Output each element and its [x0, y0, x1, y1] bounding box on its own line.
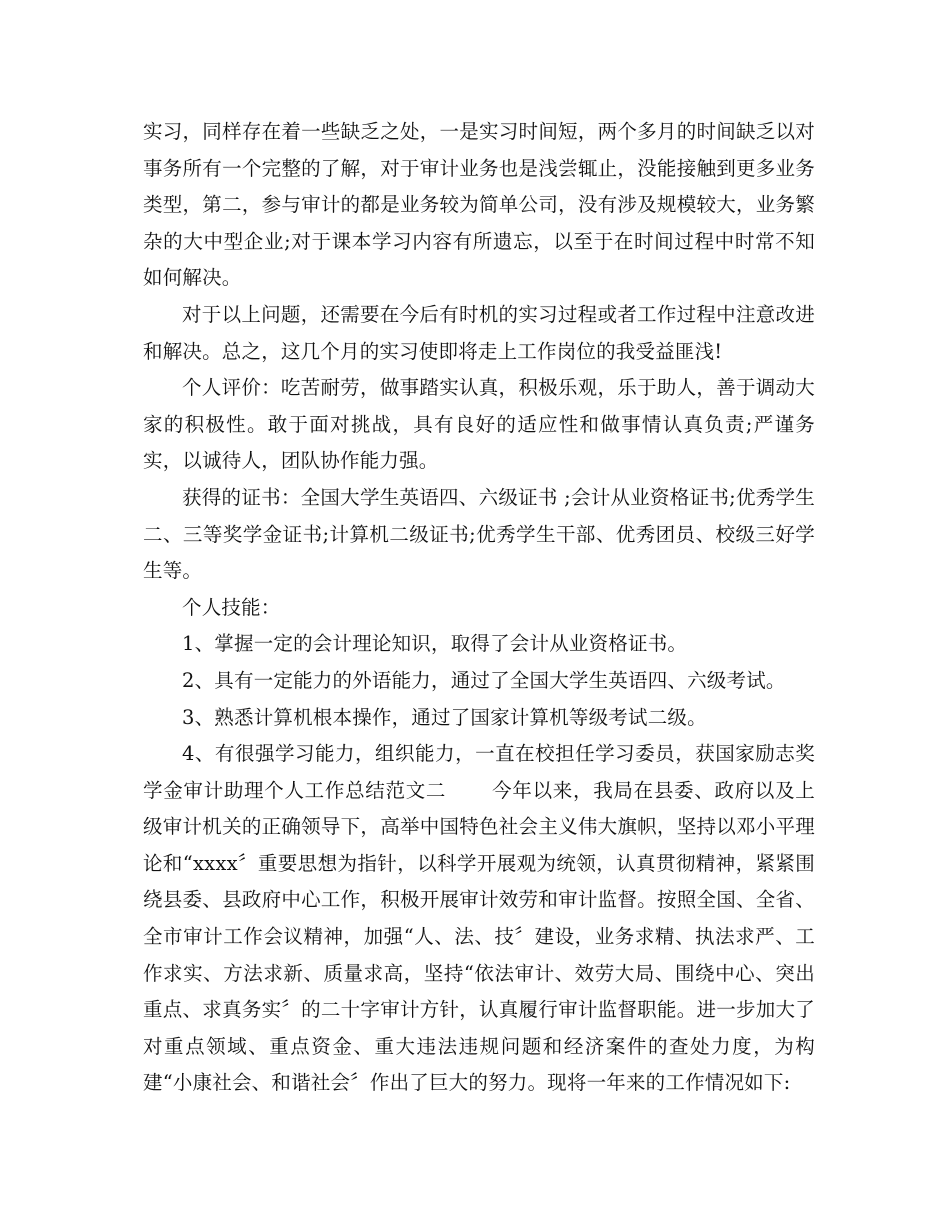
paragraph-certificates: 获得的证书：全国大学生英语四、六级证书 ;会计从业资格证书;优秀学生二、三等奖学金证书;计算机二级证书;优秀学生干部、优秀团员、校级三好学生等。 — [143, 485, 815, 583]
skill-item-3: 3、熟悉计算机根本操作，通过了国家计算机等级考试二级。 — [182, 705, 707, 729]
skill-item-4: 4、有很强学习能力，组织能力，一直在校担任学习委员，获国家励志奖学金 — [143, 742, 815, 802]
skill-item-4-and-second-article — [143, 736, 815, 1102]
skill-item-2: 2、具有一定能力的外语能力，通过了全国大学生英语四、六级考试。 — [182, 668, 786, 692]
second-article-title: 审计助理个人工作总结范文二 — [183, 778, 447, 802]
paragraph-internship-shortcomings: 实习，同样存在着一些缺乏之处，一是实习时间短，两个多月的时间缺乏以对事务所有一个完整的了解，对于审计业务也是浅尝辄止，没能接触到更多业务类型，第二，参与审计的都是业务较为简单公司，没有涉及规模较大，业务繁杂的大中型企业;对于课本学习内容有所遗忘，以至于在时间过程中时常不知如何解决。 — [143, 120, 815, 290]
paragraph-improvement: 对于以上问题，还需要在今后有时机的实习过程或者工作过程中注意改进和解决。总之，这几个月的实习使即将走上工作岗位的我受益匪浅! — [143, 302, 815, 363]
document-body — [143, 114, 815, 1102]
second-article-body: 今年以来，我局在县委、政府以及上级审计机关的正确领导下，高举中国特色社会主义伟大旗帜，坚持以邓小平理论和“xxxx〞重要思想为指针，以科学开展观为统领，认真贯彻精神，紧紧围绕县委、县政府中心工作，积极开展审计效劳和审计监督。按照全国、全省、全市审计工作会议精神，加强“人、法、技〞建设，业务求精、执法求严、工作求实、方法求新、质量求高，坚持“依法审计、效劳大局、围绕中心、突出重点、求真务实〞的二十字审计方针，认真履行审计监督职能。进一步加大了对重点领域、重点资金、重大违法违规问题和经济案件的查处力度，为构建“小康社会、和谐社会〞作出了巨大的努力。现将一年来的工作情况如下: — [143, 778, 815, 1095]
skills-heading: 个人技能： — [182, 595, 281, 619]
skill-item-1: 1、掌握一定的会计理论知识，取得了会计从业资格证书。 — [182, 632, 688, 656]
paragraph-self-evaluation: 个人评价：吃苦耐劳，做事踏实认真，积极乐观，乐于助人，善于调动大家的积极性。敢于面对挑战，具有良好的适应性和做事情认真负责;严谨务实，以诚待人，团队协作能力强。 — [143, 376, 815, 473]
